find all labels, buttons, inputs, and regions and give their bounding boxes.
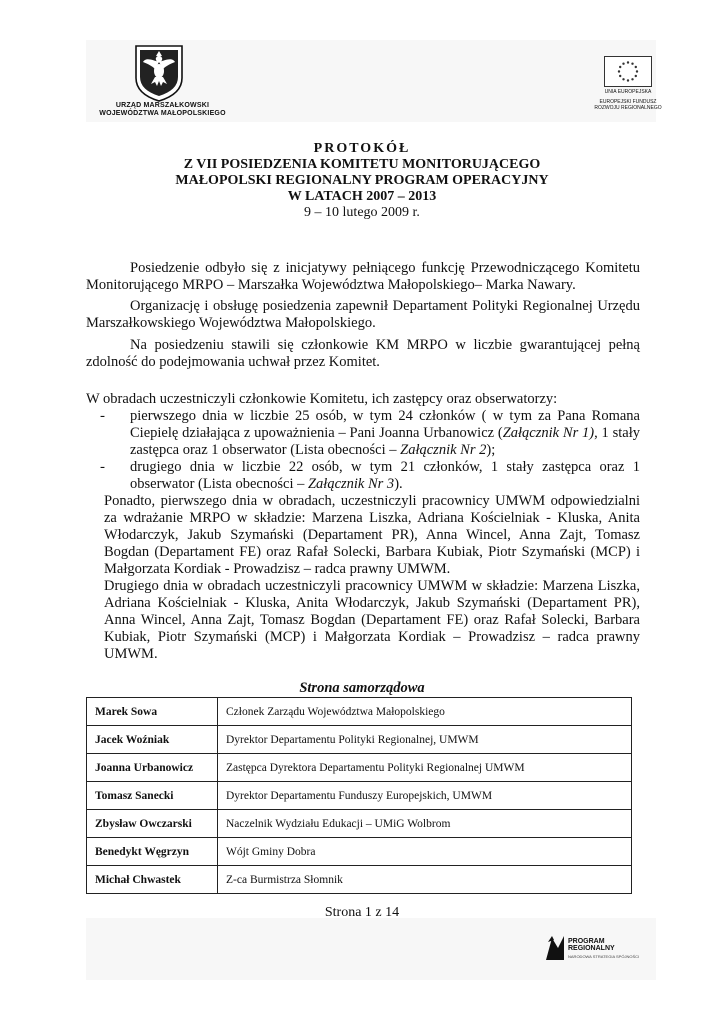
eu-star-icon <box>619 75 621 77</box>
bullet-2 <box>130 459 640 493</box>
paragraph-4: W obradach uczestniczyli członkowie Komitetu, ich zastępcy oraz obserwatorzy: <box>86 391 558 407</box>
malopolska-crest-icon <box>134 44 184 102</box>
paragraph-1-text: Posiedzenie odbyło się z inicjatywy pełniącego funkcję Przewodniczącego Komitetu Monitorującego MRPO – Marszałka Województwa Małopolskiego– Marka Nawary. <box>86 260 640 293</box>
member-name: Jacek Woźniak <box>87 726 218 754</box>
paragraph-2-text: Organizację i obsługę posiedzenia zapewnił Departament Polityki Regionalnej Urzędu Marszałkowskiego Województwa Małopolskiego. <box>86 298 640 331</box>
attachment-2-ref: Załącznik Nr 2 <box>400 442 487 458</box>
table-caption: Strona samorządowa <box>299 680 425 696</box>
eu-fund-label-2: ROZWOJU REGIONALNEGO <box>594 105 662 111</box>
program-label: PROGRAM <box>568 938 605 945</box>
member-role: Wójt Gminy Dobra <box>218 838 632 866</box>
office-logo-label <box>90 102 235 118</box>
bullet-dash: - <box>100 408 105 424</box>
regionalny-label: REGIONALNY <box>568 945 615 952</box>
title-line-4: W LATACH 2007 – 2013 <box>287 189 437 204</box>
eu-star-icon <box>619 66 621 68</box>
member-name: Michał Chwastek <box>87 866 218 894</box>
attachment-1-ref: Załącznik Nr 1) <box>502 425 595 441</box>
member-name: Joanna Urbanowicz <box>87 754 218 782</box>
eu-star-icon <box>631 78 633 80</box>
title-line-2: Z VII POSIEDZENIA KOMITETU MONITORUJĄCEGO <box>183 157 541 172</box>
eu-star-icon <box>622 78 624 80</box>
meeting-date: 9 – 10 lutego 2009 r. <box>304 205 420 220</box>
members-table <box>86 697 632 894</box>
paragraph-1 <box>86 260 640 294</box>
paragraph-3-text: Na posiedzeniu stawili się członkowie KM MRPO w liczbie gwarantującej pełną zdolność do podejmowania uchwał przez Komitet. <box>86 337 640 370</box>
member-name: Zbysław Owczarski <box>87 810 218 838</box>
table-row <box>87 782 632 810</box>
member-role: Naczelnik Wydziału Edukacji – UMiG Wolbrom <box>218 810 632 838</box>
table-row <box>87 698 632 726</box>
program-regionalny-logo-icon <box>544 932 566 962</box>
eu-star-icon <box>618 70 620 72</box>
member-name: Marek Sowa <box>87 698 218 726</box>
eu-star-icon <box>627 79 629 81</box>
bullet-dash: - <box>100 459 105 475</box>
strategy-label: NARODOWA STRATEGIA SPÓJNOŚCI <box>568 954 640 959</box>
member-role: Członek Zarządu Województwa Małopolskiego <box>218 698 632 726</box>
eu-star-icon <box>635 66 637 68</box>
member-name: Tomasz Sanecki <box>87 782 218 810</box>
eu-star-icon <box>622 63 624 65</box>
bullet-1-text-a: pierwszego dnia w liczbie 25 osób, w tym 24 członków ( w tym za Pana Romana Ciepielę działająca z upoważnienia – Pani Joanna Urbanowicz ( <box>130 408 640 441</box>
eu-label: UNIA EUROPEJSKA <box>604 89 652 95</box>
member-role: Zastępca Dyrektora Departamentu Polityki Regionalnej UMWM <box>218 754 632 782</box>
paragraph-6: Drugiego dnia w obradach uczestniczyli pracownicy UMWM w składzie: Marzena Liszka, Adriana Kościelniak - Kluska, Anita Włodarczyk, Jakub Szymański (Departament PR), Anna Wincel, Anna Zajt, Tomasz Bogdan (Departament FE) oraz Rafał Solecki, Barbara Kubiak, Piotr Szymański (MCP) i Małgorzata Kordiak – Prowadzisz – radca prawny UMWM. <box>104 578 640 662</box>
eu-star-icon <box>636 70 638 72</box>
table-row <box>87 838 632 866</box>
document-title: PROTOKÓŁ <box>313 141 411 156</box>
attachment-3-ref: Załącznik Nr 3 <box>307 476 395 492</box>
eu-fund-label: EUROPEJSKI FUNDUSZ <box>599 99 657 105</box>
member-role: Z-ca Burmistrza Słomnik <box>218 866 632 894</box>
office-label-line2: WOJEWÓDZTWA MAŁOPOLSKIEGO <box>99 110 226 117</box>
title-line-3: MAŁOPOLSKI REGIONALNY PROGRAM OPERACYJNY <box>175 173 549 188</box>
bullet-1 <box>130 408 640 459</box>
paragraph-2 <box>86 298 640 332</box>
member-role: Dyrektor Departamentu Funduszy Europejskich, UMWM <box>218 782 632 810</box>
paragraph-3 <box>86 337 640 371</box>
eu-star-icon <box>627 61 629 63</box>
bullet-2-text-a: drugiego dnia w liczbie 22 osób, w tym 21 członków, 1 stały zastępca oraz 1 obserwator (Lista obecności – <box>130 459 640 492</box>
table-row <box>87 866 632 894</box>
bullet-1-text-b: , 1 stały zastępca oraz 1 obserwator (Lista obecności – <box>130 425 640 458</box>
eu-star-icon <box>635 75 637 77</box>
paragraph-5: Ponadto, pierwszego dnia w obradach, uczestniczyli pracownicy UMWM odpowiedzialni za wdrażanie MRPO w składzie: Marzena Liszka, Adriana Kościelniak - Kluska, Anita Włodarczyk, Jakub Szymański (Departament PR), Anna Wincel, Anna Zajt, Tomasz Bogdan (Departament FE) oraz Rafał Solecki, Barbara Kubiak, Piotr Szymański (MCP) i Małgorzata Kordiak - Prowadzisz – radca prawny UMWM. <box>104 493 640 577</box>
eu-star-icon <box>631 63 633 65</box>
bullet-2-text-b: ). <box>394 476 403 492</box>
table-row <box>87 810 632 838</box>
bullet-1-text-c: ); <box>486 442 496 458</box>
table-row <box>87 754 632 782</box>
table-row <box>87 726 632 754</box>
office-label-line1: URZĄD MARSZAŁKOWSKI <box>115 102 210 109</box>
page-number: Strona 1 z 14 <box>324 905 400 920</box>
eu-flag-icon <box>604 56 652 87</box>
member-name: Benedykt Węgrzyn <box>87 838 218 866</box>
member-role: Dyrektor Departamentu Polityki Regionalnej, UMWM <box>218 726 632 754</box>
